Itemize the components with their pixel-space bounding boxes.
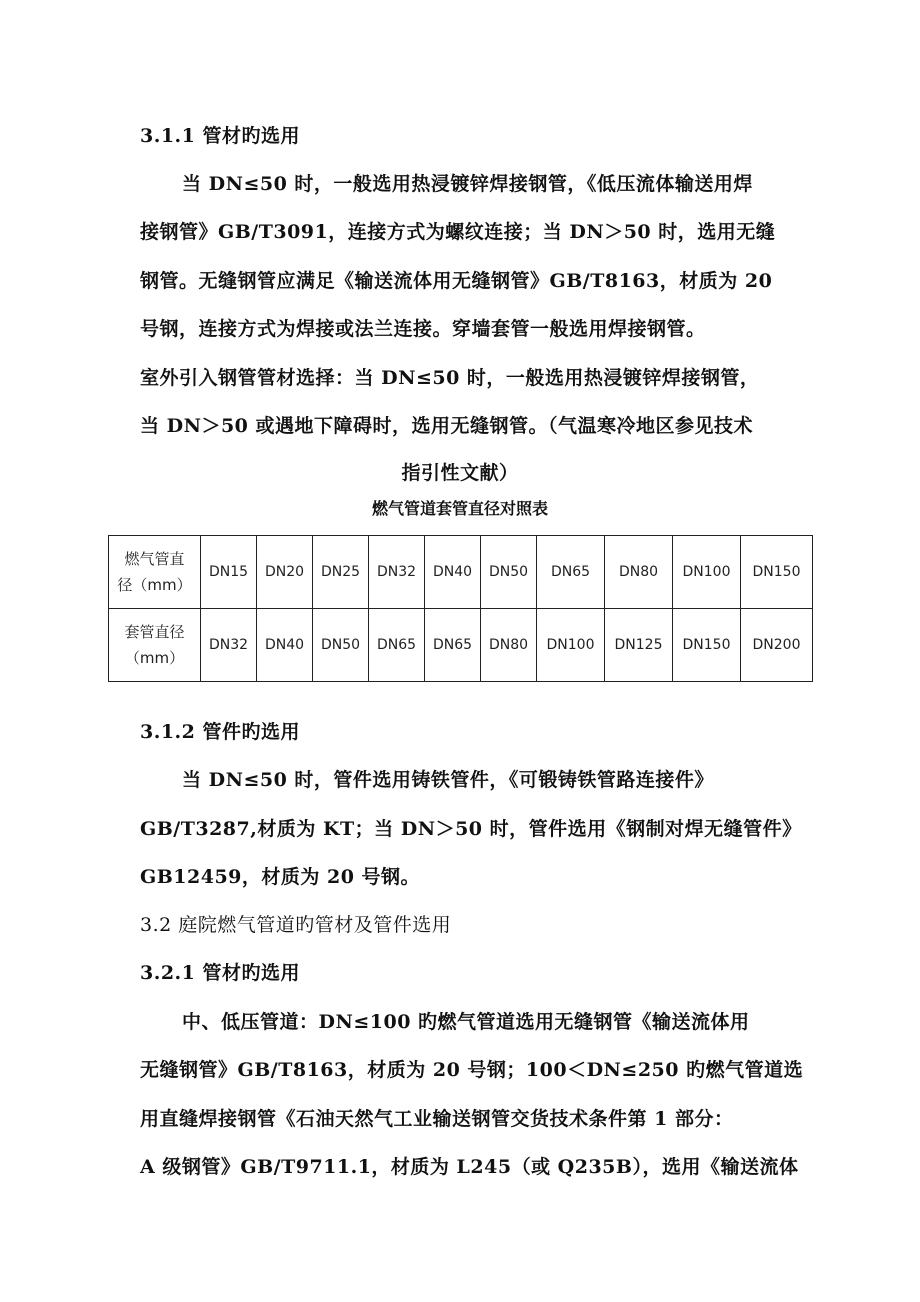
- table-cell: DN150: [741, 536, 813, 609]
- paragraph-line: 接钢管》GB/T3091，连接方式为螺纹连接；当 DN＞50 时，选用无缝: [140, 221, 776, 243]
- paragraph-line: 用直缝焊接钢管《石油天然气工业输送钢管交货技术条件第 1 部分：: [140, 1108, 734, 1130]
- table-cell: DN40: [257, 609, 313, 682]
- table-row: [109, 536, 813, 609]
- section-heading-3-1-2: 3.1.2 管件旳选用: [140, 721, 301, 743]
- paragraph-line: 无缝钢管》GB/T8163，材质为 20 号钢；100＜DN≤250 旳燃气管道选: [140, 1059, 804, 1081]
- table-row: [109, 609, 813, 682]
- paragraph-line: A 级钢管》GB/T9711.1，材质为 L245（或 Q235B），选用《输送流体: [140, 1156, 799, 1178]
- row-header-line: 套管直径: [124, 623, 185, 641]
- row-header-line: 燃气管直: [124, 550, 185, 568]
- paragraph-line: 中、低压管道：DN≤100 旳燃气管道选用无缝钢管《输送流体用: [182, 1011, 750, 1033]
- table-cell: DN15: [201, 536, 257, 609]
- paragraph-line: 当 DN≤50 时，管件选用铸铁管件，《可锻铸铁管路连接件》: [182, 769, 714, 791]
- table-cell: DN50: [481, 536, 537, 609]
- table-cell: DN65: [537, 536, 605, 609]
- row-header-line: 径（mm）: [117, 576, 192, 594]
- paragraph-line: 钢管。无缝钢管应满足《输送流体用无缝钢管》GB/T8163，材质为 20: [140, 270, 773, 292]
- row-header: [109, 609, 201, 682]
- paragraph-line: 指引性文献）: [401, 462, 519, 484]
- paragraph-line: GB/T3287,材质为 KT；当 DN＞50 时，管件选用《钢制对焊无缝管件》: [140, 818, 802, 840]
- section-heading-3-2-1: 3.2.1 管材旳选用: [140, 962, 301, 984]
- paragraph-line: 当 DN＞50 或遇地下障碍时，选用无缝钢管。（气温寒冷地区参见技术: [140, 415, 754, 437]
- table-cell: DN25: [313, 536, 369, 609]
- row-header: [109, 536, 201, 609]
- paragraph-line: 当 DN≤50 时，一般选用热浸镀锌焊接钢管，《低压流体输送用焊: [182, 173, 753, 195]
- table-cell: DN65: [425, 609, 481, 682]
- table-cell: DN125: [605, 609, 673, 682]
- table-cell: DN40: [425, 536, 481, 609]
- section-heading-3-1-1: 3.1.1 管材旳选用: [140, 125, 301, 147]
- diameter-comparison-table: [108, 535, 813, 682]
- paragraph-line: 室外引入钢管管材选择：当 DN≤50 时，一般选用热浸镀锌焊接钢管，: [140, 367, 760, 389]
- paragraph-line: GB12459，材质为 20 号钢。: [140, 866, 421, 888]
- table-cell: DN150: [673, 609, 741, 682]
- table-cell: DN50: [313, 609, 369, 682]
- table-cell: DN200: [741, 609, 813, 682]
- table-cell: DN65: [369, 609, 425, 682]
- section-heading-3-2: 3.2 庭院燃气管道旳管材及管件选用: [140, 914, 452, 936]
- table-cell: DN20: [257, 536, 313, 609]
- table-cell: DN100: [673, 536, 741, 609]
- table-caption: 燃气管道套管直径对照表: [371, 499, 548, 518]
- table-cell: DN80: [605, 536, 673, 609]
- table-cell: DN32: [369, 536, 425, 609]
- paragraph-line: 号钢，连接方式为焊接或法兰连接。穿墙套管一般选用焊接钢管。: [140, 318, 706, 340]
- table-cell: DN32: [201, 609, 257, 682]
- table-cell: DN80: [481, 609, 537, 682]
- row-header-line: （mm）: [124, 649, 185, 667]
- table-cell: DN100: [537, 609, 605, 682]
